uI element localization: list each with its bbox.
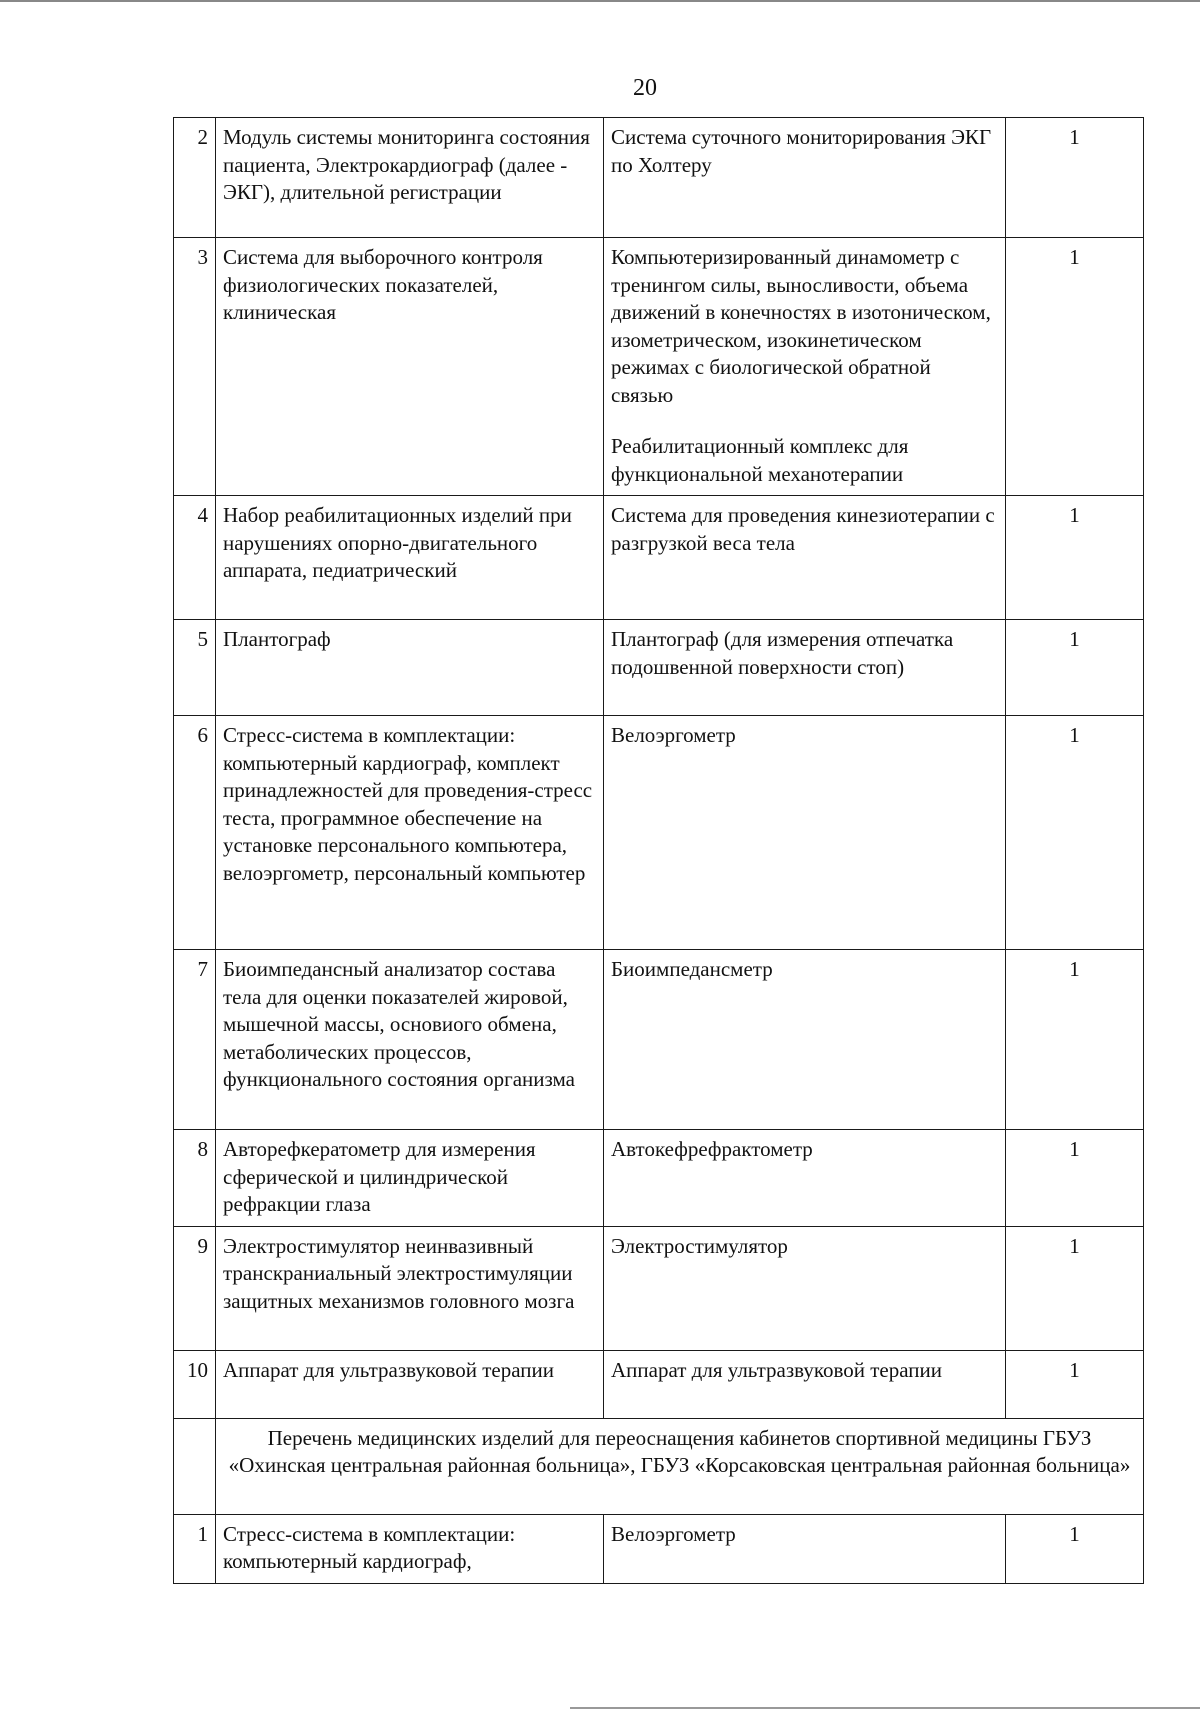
equipment-table: [173, 117, 1144, 1584]
item-equipment: [604, 1130, 1006, 1227]
table-row: [174, 1226, 1144, 1350]
table-row: [174, 1130, 1144, 1227]
item-quantity: 1: [1006, 620, 1144, 716]
table-row: [174, 620, 1144, 716]
row-number: 8: [174, 1130, 216, 1227]
equipment-text: Велоэргометр: [611, 723, 736, 747]
equipment-text: Система суточного мониторирования ЭКГ по Холтеру: [611, 125, 992, 177]
table-row: [174, 238, 1144, 496]
table-body: [174, 118, 1144, 1584]
item-equipment: [604, 1514, 1006, 1583]
row-number: 1: [174, 1514, 216, 1583]
item-quantity: 1: [1006, 1350, 1144, 1418]
item-name: Стресс-система в комплектации: компьютерный кардиограф,: [216, 1514, 604, 1583]
section-title: Перечень медицинских изделий для переоснащения кабинетов спортивной медицины ГБУЗ «Охинская центральная районная больница», ГБУЗ «Корсаковская центральная районная больница»: [216, 1418, 1144, 1514]
item-equipment: [604, 620, 1006, 716]
table-row: [174, 716, 1144, 950]
section-number-cell: [174, 1418, 216, 1514]
item-equipment: [604, 496, 1006, 620]
bottom-scan-edge: [570, 1707, 1200, 1709]
item-quantity: 1: [1006, 716, 1144, 950]
equipment-text: Система для проведения кинезиотерапии с разгрузкой веса тела: [611, 503, 995, 555]
item-quantity: 1: [1006, 950, 1144, 1130]
item-name: Модуль системы мониторинга состояния пациента, Электрокардиограф (далее - ЭКГ), длительной регистрации: [216, 118, 604, 238]
item-name: Аппарат для ультразвуковой терапии: [216, 1350, 604, 1418]
item-quantity: 1: [1006, 1226, 1144, 1350]
table-row: [174, 118, 1144, 238]
item-quantity: 1: [1006, 1130, 1144, 1227]
item-equipment: [604, 118, 1006, 238]
equipment-text: Плантограф (для измерения отпечатка подошвенной поверхности стоп): [611, 627, 954, 679]
section-header-row: [174, 1418, 1144, 1514]
row-number: 10: [174, 1350, 216, 1418]
table-row: [174, 950, 1144, 1130]
item-name: Плантограф: [216, 620, 604, 716]
table-row: [174, 1350, 1144, 1418]
item-name: Биоимпедансный анализатор состава тела для оценки показателей жировой, мышечной массы, основиого обмена, метаболических процессов, функционального состояния организма: [216, 950, 604, 1130]
equipment-text: Компьютеризированный динамометр с тренингом силы, выносливости, объема движений в конечностях в изотоническом, изометрическом, изокинетическом режимах с биологической обратной связью: [611, 245, 991, 407]
row-number: 6: [174, 716, 216, 950]
equipment-text: Аппарат для ультразвуковой терапии: [611, 1357, 942, 1382]
row-number: 9: [174, 1226, 216, 1350]
table-row: [174, 1514, 1144, 1583]
equipment-text: Биоимпедансметр: [611, 957, 773, 981]
row-number: 5: [174, 620, 216, 716]
equipment-text: Автокефрефрактометр: [611, 1137, 813, 1161]
row-number: 3: [174, 238, 216, 496]
item-equipment: [604, 1350, 1006, 1418]
item-quantity: 1: [1006, 496, 1144, 620]
top-scan-edge: [0, 0, 1200, 2]
item-name: Система для выборочного контроля физиологических показателей, клиническая: [216, 238, 604, 496]
equipment-text: Электростимулятор: [611, 1233, 788, 1258]
item-name: Набор реабилитационных изделий при нарушениях опорно-двигательного аппарата, педиатрический: [216, 496, 604, 620]
item-quantity: 1: [1006, 238, 1144, 496]
item-name: Электростимулятор неинвазивный транскраниальный электростимуляции защитных механизмов головного мозга: [216, 1226, 604, 1350]
item-equipment: [604, 238, 1006, 496]
item-equipment: [604, 1226, 1006, 1350]
page-number: 20: [633, 75, 657, 101]
row-number: 4: [174, 496, 216, 620]
row-number: 7: [174, 950, 216, 1130]
table-row: [174, 496, 1144, 620]
item-name: Авторефкератометр для измерения сферической и цилиндрической рефракции глаза: [216, 1130, 604, 1227]
item-equipment: [604, 716, 1006, 950]
item-quantity: 1: [1006, 118, 1144, 238]
item-equipment: [604, 950, 1006, 1130]
item-name: Стресс-система в комплектации: компьютерный кардиограф, комплект принадлежностей для проведения-стресс теста, программное обеспечение на установке персонального компьютера, велоэргометр, персональный компьютер: [216, 716, 604, 950]
row-number: 2: [174, 118, 216, 238]
item-quantity: 1: [1006, 1514, 1144, 1583]
equipment-text: Велоэргометр: [611, 1521, 736, 1546]
equipment-text: Реабилитационный комплекс для функциональной механотерапии: [611, 434, 909, 486]
